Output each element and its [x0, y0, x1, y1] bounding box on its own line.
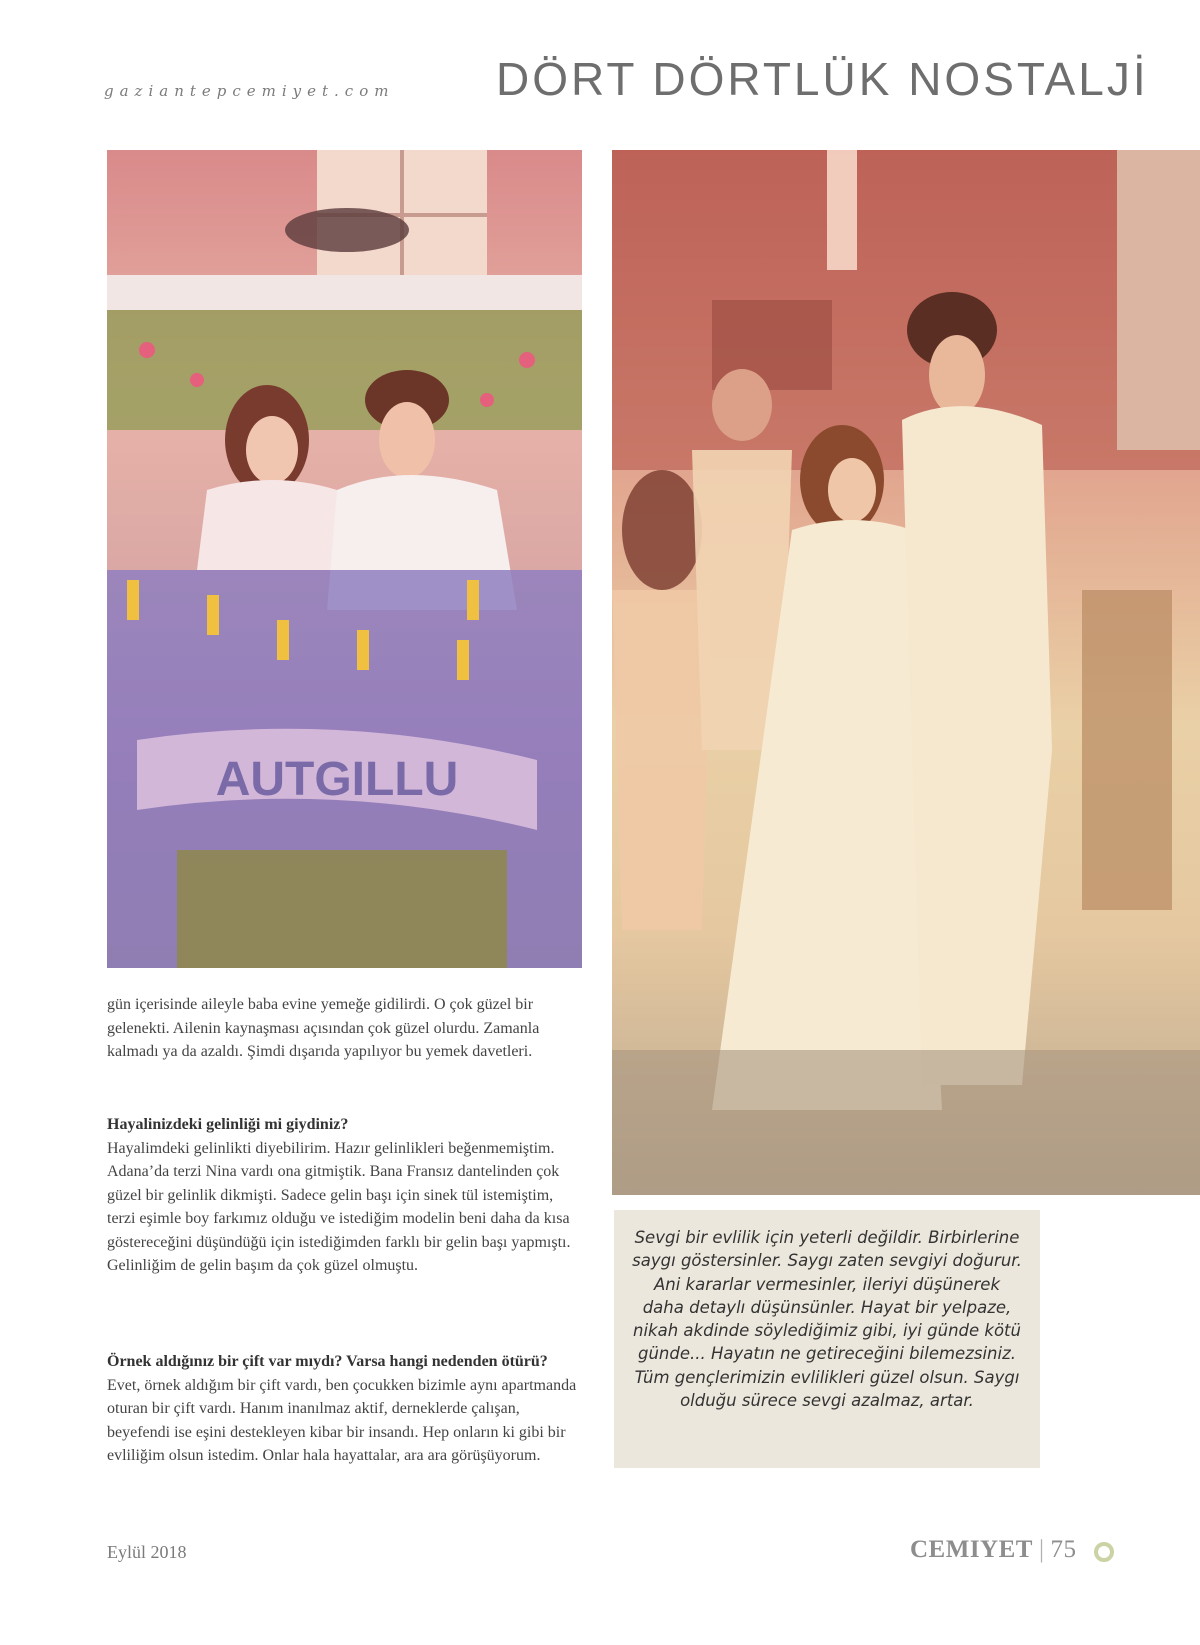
bride-dress — [197, 480, 347, 570]
guest-man-face — [712, 369, 772, 441]
photo-illustration-2 — [612, 150, 1200, 1195]
section-title: DÖRT DÖRTLÜK NOSTALJİ — [496, 53, 1149, 105]
floor — [612, 1050, 1200, 1195]
stage-banner — [107, 275, 582, 310]
question-heading: Hayalinizdeki gelinliği mi giydiniz? — [107, 1116, 349, 1133]
qa-block-role-model — [107, 1350, 581, 1468]
cymbal — [285, 208, 409, 252]
issue-date: Eylül 2018 — [107, 1542, 187, 1562]
guest-left-dress — [612, 590, 712, 930]
magazine-brand: CEMIYET — [910, 1536, 1033, 1563]
guest-left — [622, 470, 702, 590]
bride-face — [828, 458, 876, 522]
greenery — [177, 850, 507, 968]
groom-face — [379, 402, 435, 478]
answer-text: Evet, örnek aldığım bir çift vardı, ben çocukken bizimle aynı apartmanda oturan bir çift vardı. Hanım inanılmaz aktif, derneklerde çalışan, beyefendi ise eşini destekleyen kibar bir insandı. Hep onların ki gibi bir evliliğim olsun istedim. Onlar hala hayattalar, ara ara görüşüyorum. — [107, 1376, 577, 1464]
curtain — [1117, 150, 1200, 450]
groom-face — [929, 335, 985, 415]
circle-icon — [1094, 1542, 1114, 1562]
question-heading: Örnek aldığınız bir çift var mıydı? Varsa hangi nedenden ötürü? — [107, 1353, 548, 1370]
pillar — [827, 150, 857, 270]
paragraph-text: gün içerisinde aileyle baba evine yemeğe gidilirdi. O çok güzel bir gelenekti. Ailenin kaynaşması açısından çok güzel olurdu. Zamanla kalmadı ya da azaldı. Şimdi dışarıda yapılıyor bu yemek davetleri. — [107, 996, 540, 1060]
groom-suit — [902, 406, 1052, 1085]
answer-text: Hayalimdeki gelinlikti diyebilirim. Hazır gelinlikleri beğenmemiştim. Adana’da terzi Nina vardı ona gitmiştik. Bana Fransız dantelinden çok güzel bir gelinlik dikmişti. Sadece gelin başı için sinek tül istemiştim, terzi eşimle boy farkımız olduğu ve istediğim modelin beni daha da kısa göstereceğini düşündüğü için istediğimden farklı bir gelin başı yapmıştı. Gelinliğim de gelin başım da çok güzel olmuştu. — [107, 1139, 571, 1274]
pull-quote: Sevgi bir evlilik için yeterli değildir. Birbirlerine saygı göstersinler. Saygı zaten sevgiyi doğurur. Ani kararlar vermesinler, ileriyi düşünerek daha detaylı düşünsünler. Hayat bir yelpaze, nikah akdinde söylediğimiz gibi, iyi günde kötü günde... Hayatın ne getireceğini bilemezsiniz. Tüm gençlerimizin evlilikleri güzel olsun. Saygı olduğu sürece sevgi azalmaz, artar. — [614, 1210, 1040, 1468]
body-paragraph — [107, 993, 581, 1064]
wedding-photo-couple-at-table — [107, 150, 582, 968]
page-footer — [910, 1536, 1076, 1564]
chair — [1082, 590, 1172, 910]
qa-block-dress — [107, 1113, 581, 1278]
bride-face — [246, 416, 298, 484]
separator: | — [1038, 1536, 1045, 1563]
wedding-photo-couple-dancing — [612, 150, 1200, 1195]
site-url: gaziantepcemiyet.com — [104, 82, 395, 100]
photo-illustration-1 — [107, 150, 582, 968]
flowers — [107, 310, 582, 430]
banner-text: AUTGILLU — [215, 753, 459, 806]
page-number: 75 — [1050, 1536, 1077, 1563]
